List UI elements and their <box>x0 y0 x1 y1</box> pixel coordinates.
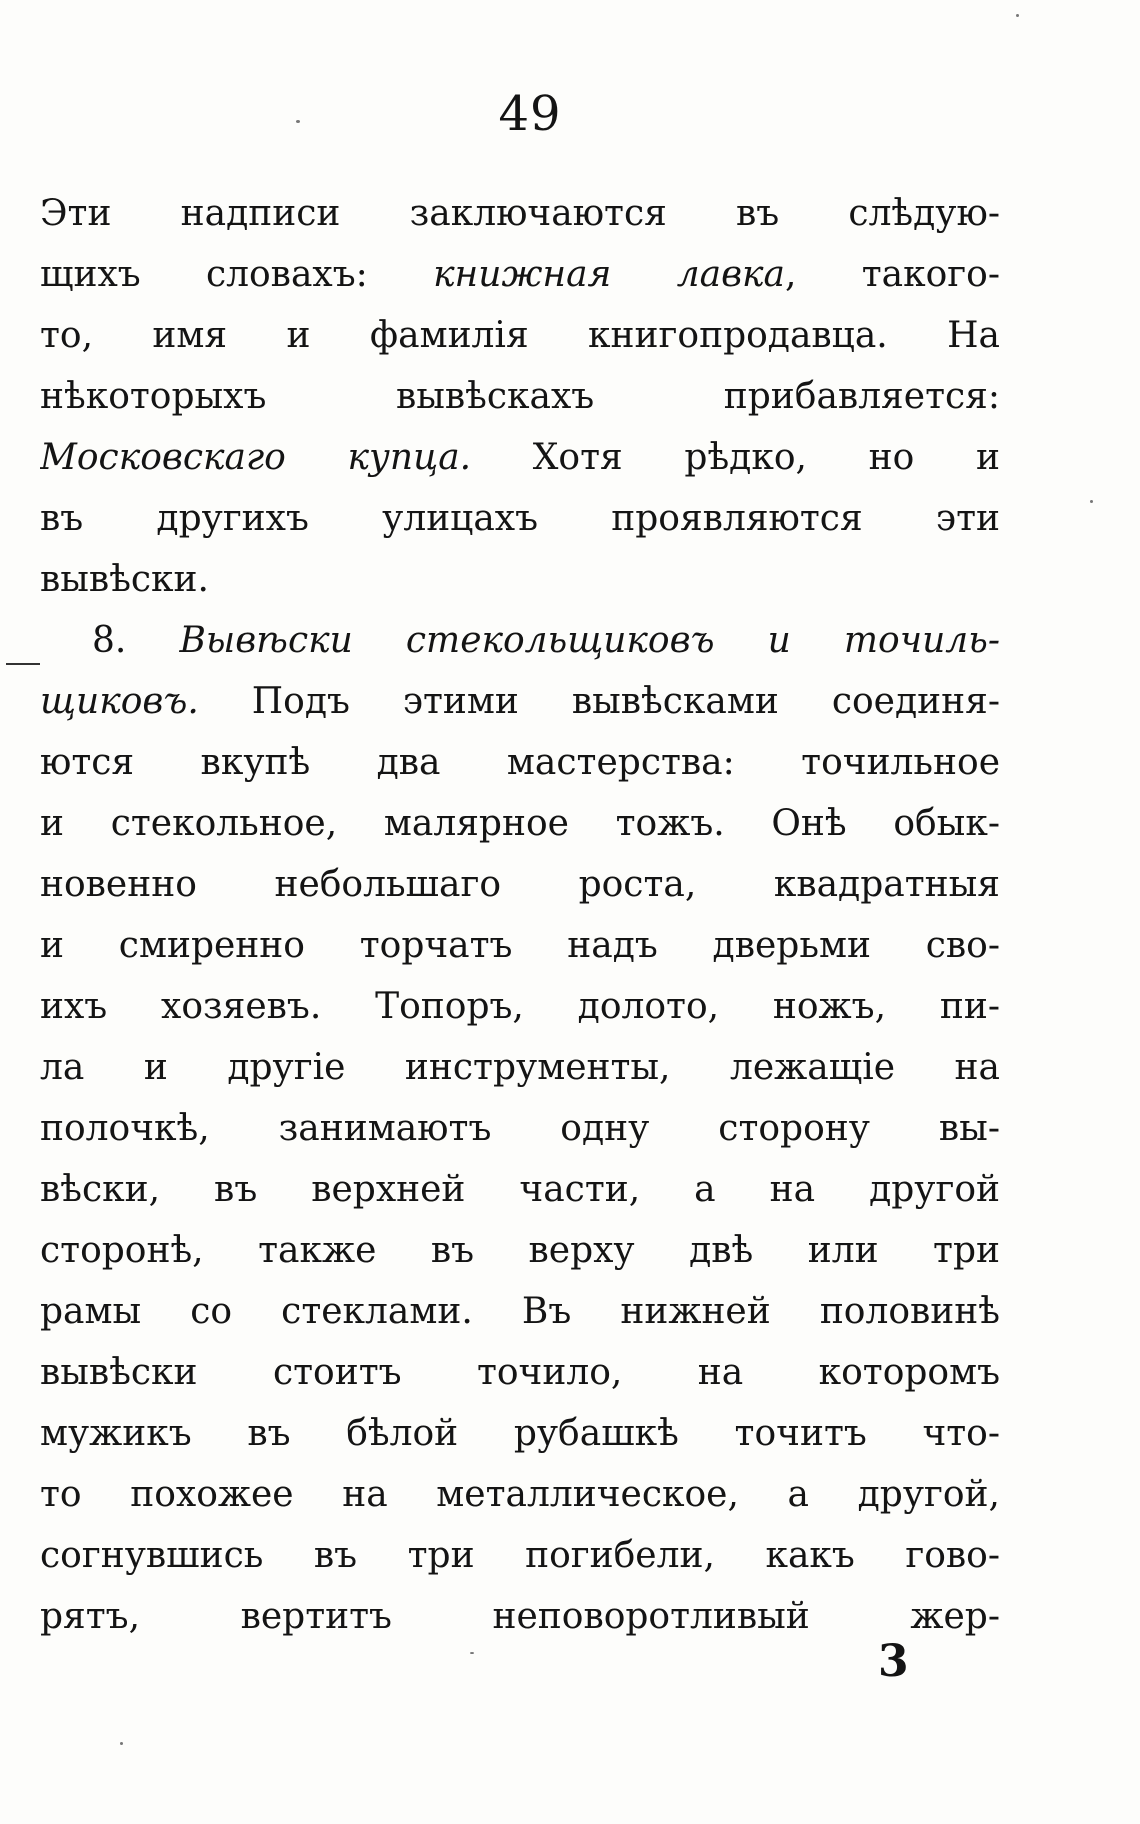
text-line <box>40 732 1000 793</box>
text-line <box>40 1037 1000 1098</box>
ink-speck <box>1016 14 1019 17</box>
text-run: ла и другіе инструменты, лежащіе на <box>40 1047 1000 1088</box>
text-run: и смиренно торчатъ надъ дверьми сво- <box>40 925 1000 966</box>
text-run: ются вкупѣ два мастерства: точильное <box>40 742 1000 783</box>
text-run: 8. <box>92 620 180 661</box>
text-run: вѣски, въ верхней части, а на другой <box>40 1169 1000 1210</box>
text-run: вывѣски. <box>40 559 209 600</box>
ink-speck <box>296 120 300 123</box>
text-line <box>40 488 1000 549</box>
ink-speck <box>120 1742 123 1745</box>
text-line <box>40 549 1000 610</box>
italic-text: щиковъ. <box>40 681 199 722</box>
text-line <box>40 183 1000 244</box>
text-line <box>40 671 1000 732</box>
text-run: въ другихъ улицахъ проявляются эти <box>40 498 1000 539</box>
text-run: мужикъ въ бѣлой рубашкѣ точитъ что- <box>40 1413 1000 1454</box>
text-run: полочкѣ, занимаютъ одну сторону вы- <box>40 1108 1000 1149</box>
text-line <box>40 610 1000 671</box>
text-run: рятъ, вертитъ неповоротливый жер- <box>40 1596 1000 1637</box>
text-run: то похожее на металлическое, а другой, <box>40 1474 1000 1515</box>
text-line <box>40 366 1000 427</box>
ink-speck <box>470 1652 474 1654</box>
text-run: рамы со стеклами. Въ нижней половинѣ <box>40 1291 1000 1332</box>
text-line <box>40 1098 1000 1159</box>
margin-mark <box>6 663 40 665</box>
text-run: Подъ этими вывѣсками соединя- <box>198 681 1000 722</box>
text-line <box>40 1342 1000 1403</box>
text-line <box>40 1281 1000 1342</box>
signature-mark: 3 <box>878 1636 909 1687</box>
text-run: , такого- <box>785 254 1000 295</box>
text-line <box>40 854 1000 915</box>
italic-text: Вывѣски стекольщиковъ и точиль- <box>179 620 1000 661</box>
italic-text: книжная лавка <box>433 254 785 295</box>
text-run: Эти надписи заключаются въ слѣдую- <box>40 193 1000 234</box>
text-run: сторонѣ, также въ верху двѣ или три <box>40 1230 1000 1271</box>
text-run: ихъ хозяевъ. Топоръ, долото, ножъ, пи- <box>40 986 1000 1027</box>
text-run: и стекольное, малярное тожъ. Онѣ обык- <box>40 803 1000 844</box>
text-line <box>40 1403 1000 1464</box>
text-line <box>40 244 1000 305</box>
text-line <box>40 915 1000 976</box>
page-number: 49 <box>498 86 562 142</box>
text-line <box>40 427 1000 488</box>
text-line <box>40 1220 1000 1281</box>
text-run: новенно небольшаго роста, квадратныя <box>40 864 1000 905</box>
text-run: щихъ словахъ: <box>40 254 434 295</box>
text-run: нѣкоторыхъ вывѣскахъ прибавляется: <box>40 376 1000 417</box>
text-line <box>40 1464 1000 1525</box>
ink-speck <box>1090 500 1093 503</box>
text-run: согнувшись въ три погибели, какъ гово- <box>40 1535 1000 1576</box>
text-line <box>40 793 1000 854</box>
italic-text: Московскаго купца. <box>40 437 472 478</box>
text-run: вывѣски стоитъ точило, на которомъ <box>40 1352 1000 1393</box>
text-line <box>40 1525 1000 1586</box>
text-line <box>40 1159 1000 1220</box>
text-run: Хотя рѣдко, но и <box>471 437 1000 478</box>
text-line <box>40 305 1000 366</box>
body-text <box>40 183 1000 1647</box>
text-line <box>40 1586 1000 1647</box>
text-line <box>40 976 1000 1037</box>
text-run: то, имя и фамилія книгопродавца. На <box>40 315 1000 356</box>
